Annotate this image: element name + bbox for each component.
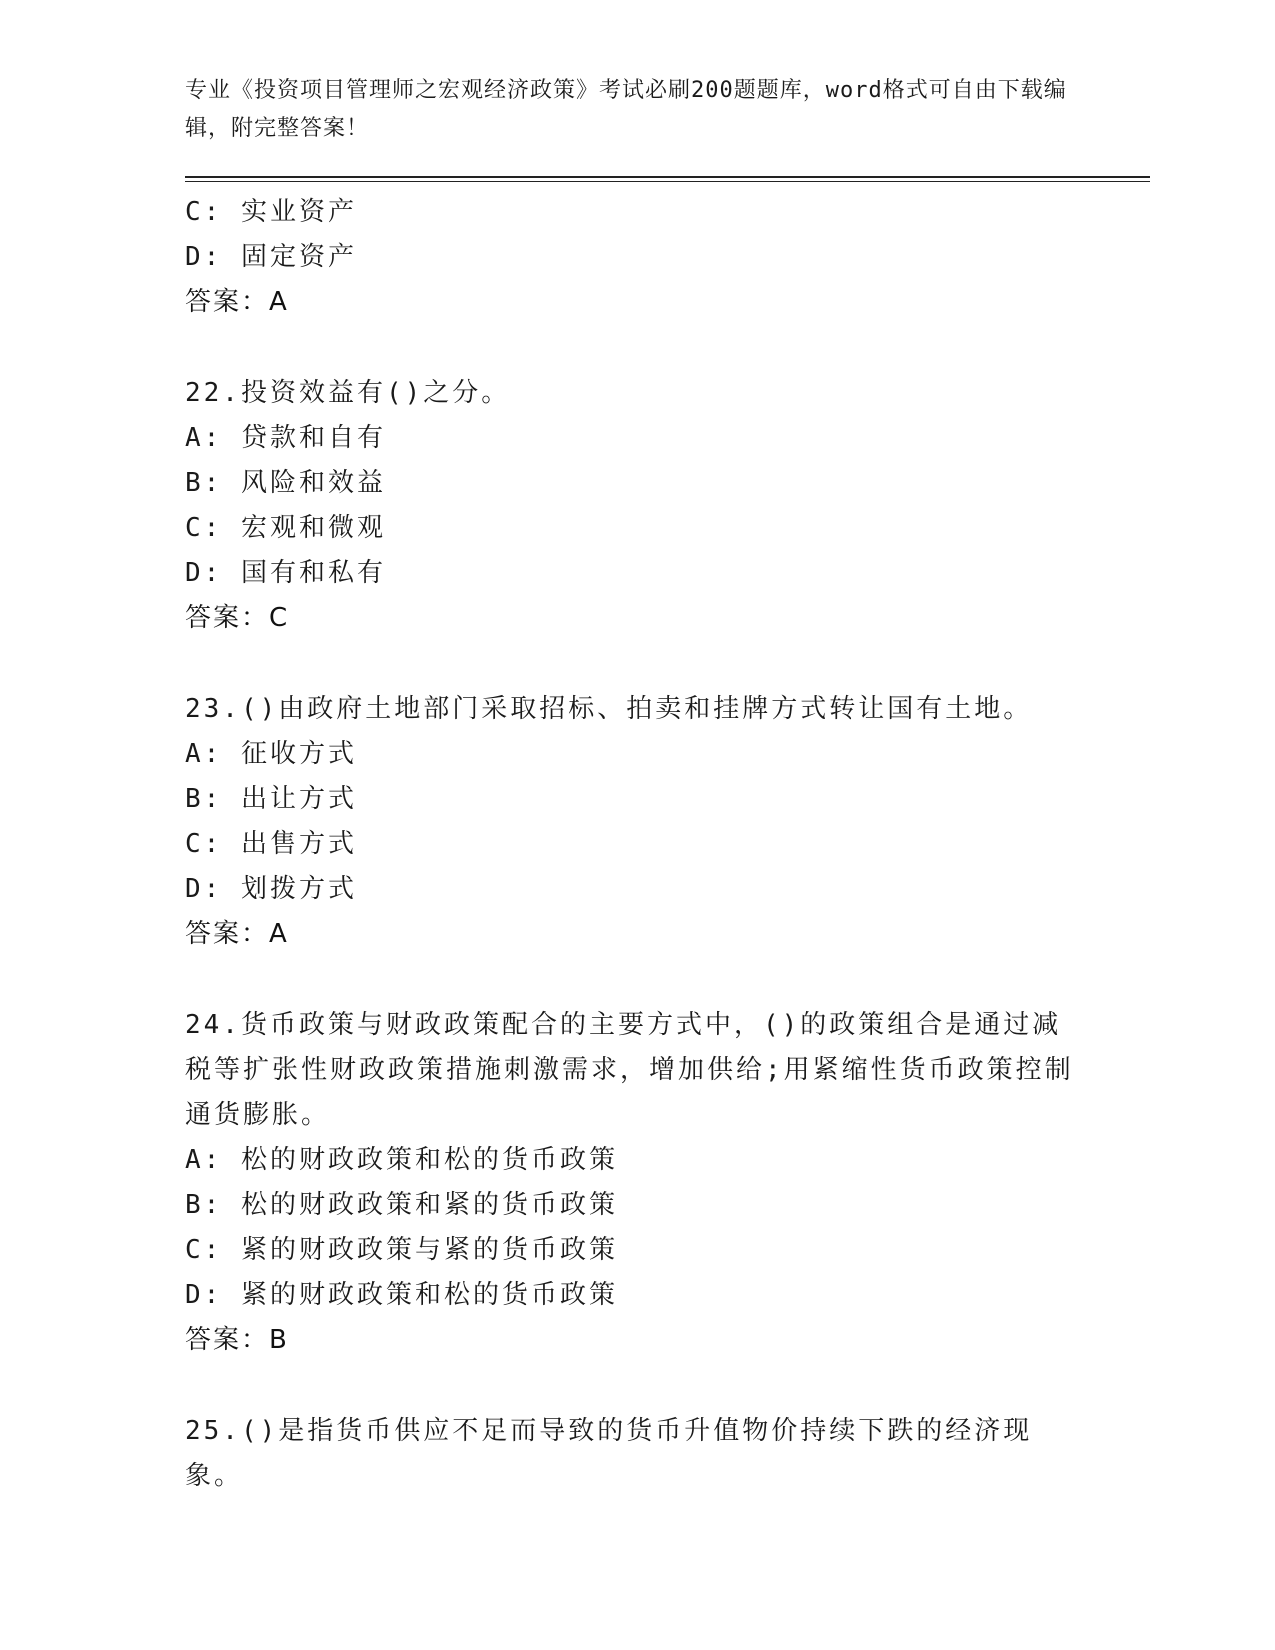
document-header: 专业《投资项目管理师之宏观经济政策》考试必刷200题题库，word格式可自由下载编辑，附完整答案！ <box>185 78 1067 141</box>
question-stem: 24.货币政策与财政政策配合的主要方式中，()的政策组合是通过减税等扩张性财政政策措施刺激需求，增加供给;用紧缩性货币政策控制通货膨胀。 <box>185 1010 1074 1130</box>
option-c: C: 出售方式 <box>185 829 357 859</box>
question-24 <box>185 1003 1085 1363</box>
answer: 答案：B <box>185 1325 289 1355</box>
question-list <box>185 190 1085 1499</box>
option-a: A: 征收方式 <box>185 739 357 769</box>
question-stem: 23.()由政府土地部门采取招标、拍卖和挂牌方式转让国有土地。 <box>185 694 1033 724</box>
option-c: C: 宏观和微观 <box>185 513 386 543</box>
option-c: C: 紧的财政政策与紧的货币政策 <box>185 1235 618 1265</box>
option-d: D: 紧的财政政策和松的货币政策 <box>185 1280 618 1310</box>
question-22 <box>185 371 1085 641</box>
answer: 答案：C <box>185 603 290 633</box>
option-b: B: 出让方式 <box>185 784 357 814</box>
option-d: D: 固定资产 <box>185 242 357 272</box>
header-rule-thin <box>185 181 1150 182</box>
option-b: B: 松的财政政策和紧的货币政策 <box>185 1190 618 1220</box>
question-stem: 22.投资效益有()之分。 <box>185 378 511 408</box>
option-c: C: 实业资产 <box>185 197 357 227</box>
question-21-tail <box>185 190 1085 325</box>
option-d: D: 国有和私有 <box>185 558 386 588</box>
answer: 答案：A <box>185 287 289 317</box>
option-d: D: 划拨方式 <box>185 874 357 904</box>
header-rule-thick <box>185 176 1150 178</box>
option-b: B: 风险和效益 <box>185 468 386 498</box>
question-23 <box>185 687 1085 957</box>
question-25 <box>185 1409 1085 1499</box>
option-a: A: 贷款和自有 <box>185 423 386 453</box>
option-a: A: 松的财政政策和松的货币政策 <box>185 1145 618 1175</box>
answer: 答案：A <box>185 919 289 949</box>
question-stem: 25.()是指货币供应不足而导致的货币升值物价持续下跌的经济现象。 <box>185 1416 1033 1491</box>
